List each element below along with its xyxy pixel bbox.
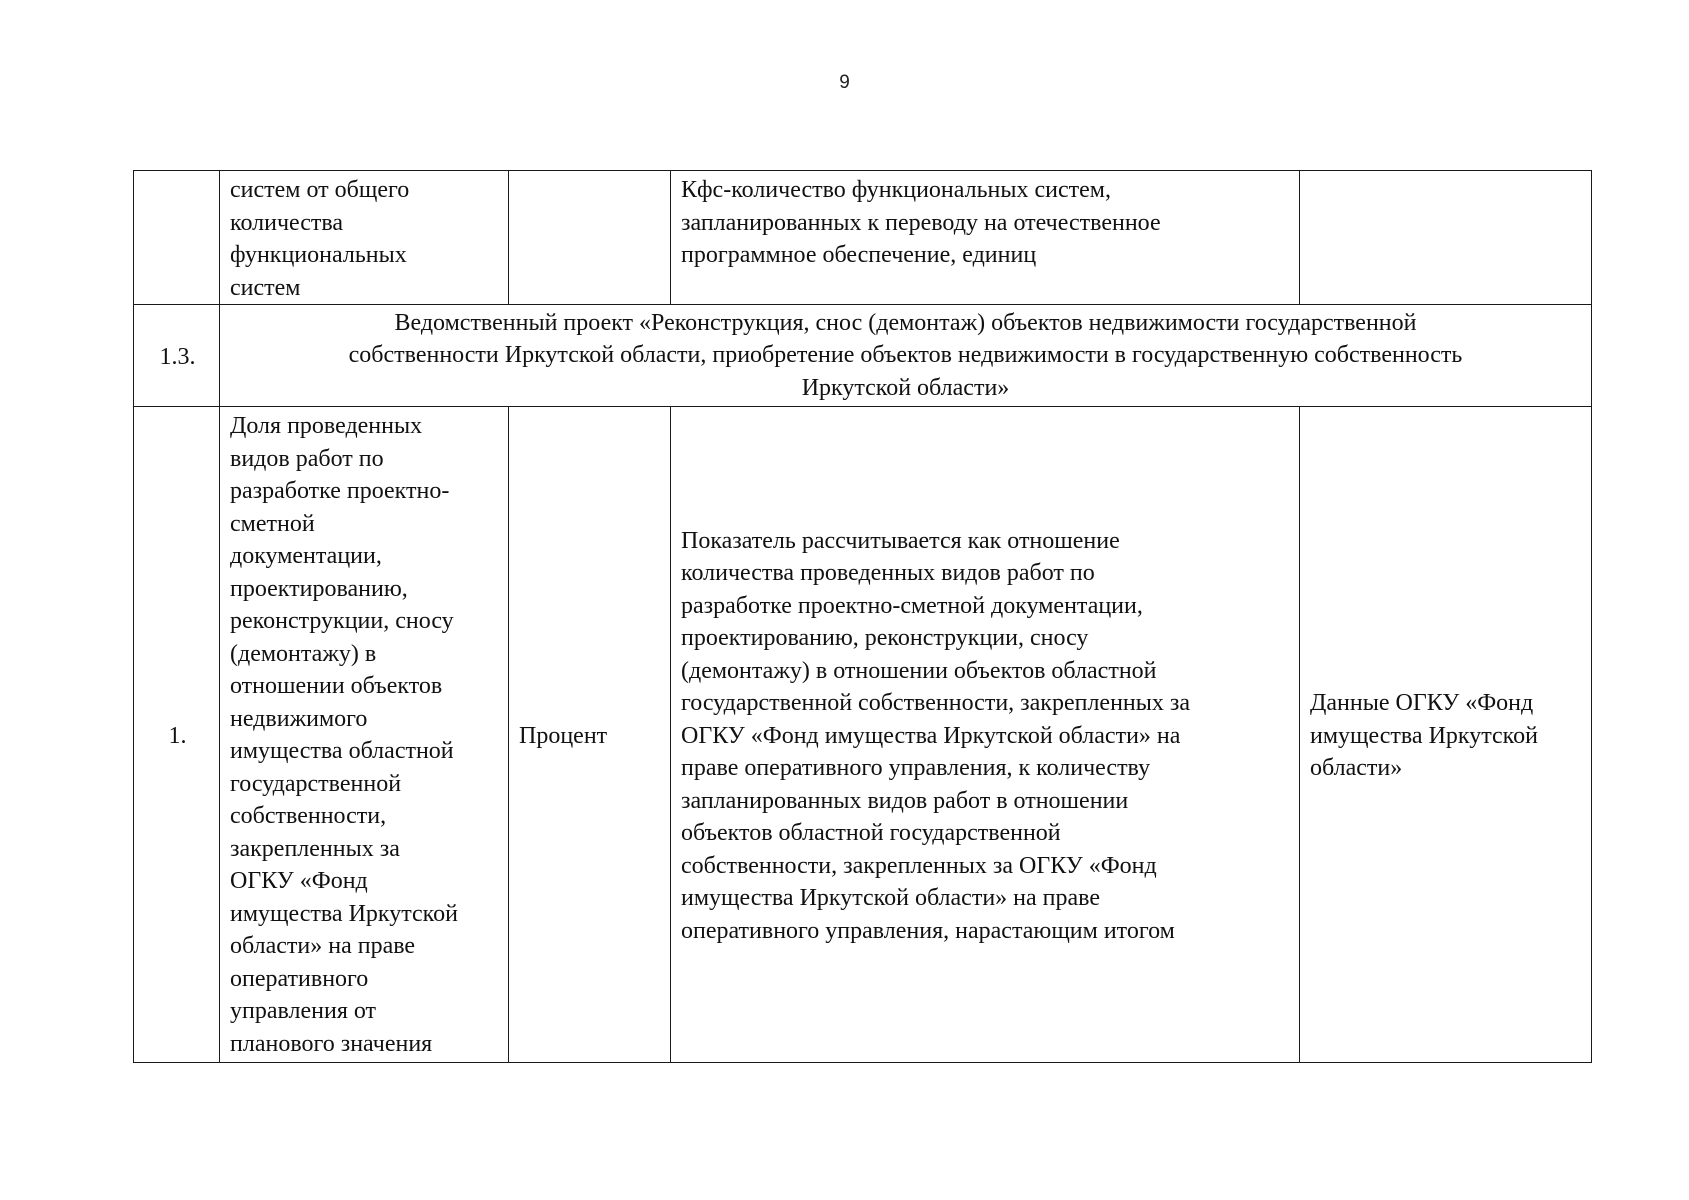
indicators-table bbox=[133, 170, 1592, 1063]
section-title-line: Иркутской области» bbox=[801, 374, 1010, 401]
cell-number bbox=[134, 171, 220, 305]
description-line: разработке проектно-сметной документации, bbox=[681, 592, 1143, 619]
cell-unit: Процент bbox=[509, 407, 671, 1063]
section-title-line: Ведомственный проект «Реконструкция, снос (демонтаж) объектов недвижимости государственной bbox=[394, 309, 1417, 336]
name-line: систем bbox=[230, 274, 301, 301]
table-row-indicator bbox=[134, 407, 1592, 1063]
name-line: сметной bbox=[230, 510, 315, 537]
name-line: имущества Иркутской bbox=[230, 900, 458, 927]
section-number: 1.3. bbox=[134, 305, 220, 407]
description-line: (демонтажу) в отношении объектов областной bbox=[681, 657, 1157, 684]
section-title-line: собственности Иркутской области, приобретение объектов недвижимости в государственную собственность bbox=[348, 342, 1463, 369]
table-row-continued bbox=[134, 171, 1592, 305]
name-line: документации, bbox=[230, 543, 382, 569]
cell-formula bbox=[671, 171, 1300, 305]
name-line: планового значения bbox=[230, 1030, 433, 1057]
name-line: собственности, bbox=[230, 803, 387, 829]
name-line: систем от общего bbox=[230, 177, 410, 203]
description-line: запланированных видов работ в отношении bbox=[681, 787, 1129, 814]
name-line: отношении объектов bbox=[230, 673, 443, 699]
name-line: оперативного bbox=[230, 965, 369, 992]
name-line: имущества областной bbox=[230, 738, 454, 764]
name-line: управления от bbox=[230, 998, 377, 1024]
cell-source bbox=[1300, 407, 1592, 1063]
description-line: Показатель рассчитывается как отношение bbox=[681, 527, 1120, 554]
cell-number: 1. bbox=[134, 407, 220, 1063]
name-line: недвижимого bbox=[230, 705, 368, 732]
source-line: имущества Иркутской bbox=[1310, 722, 1538, 749]
name-line: государственной bbox=[230, 770, 402, 797]
formula-line: запланированных к переводу на отечественное bbox=[681, 209, 1161, 236]
page-number: 9 bbox=[839, 72, 850, 93]
formula-line: программное обеспечение, единиц bbox=[681, 242, 1037, 268]
name-line: функциональных bbox=[230, 242, 407, 268]
description-line: собственности, закрепленных за ОГКУ «Фонд bbox=[681, 852, 1157, 879]
description-line: государственной собственности, закрепленных за bbox=[681, 690, 1191, 717]
name-line: Доля проведенных bbox=[230, 413, 423, 439]
name-line: реконструкции, сносу bbox=[230, 608, 454, 634]
description-line: проектированию, реконструкции, сносу bbox=[681, 625, 1089, 652]
source-line: Данные ОГКУ «Фонд bbox=[1310, 690, 1534, 717]
section-title bbox=[220, 305, 1592, 407]
section-row bbox=[134, 305, 1592, 407]
description-line: ОГКУ «Фонд имущества Иркутской области» на bbox=[681, 722, 1181, 749]
cell-description bbox=[671, 407, 1300, 1063]
cell-indicator-name bbox=[220, 407, 509, 1063]
cell-source bbox=[1300, 171, 1592, 305]
name-line: разработке проектно- bbox=[230, 478, 450, 504]
name-line: ОГКУ «Фонд bbox=[230, 868, 368, 894]
description-line: имущества Иркутской области» на праве bbox=[681, 885, 1101, 912]
cell-indicator-name bbox=[220, 171, 509, 305]
name-line: количества bbox=[230, 209, 344, 236]
description-line: оперативного управления, нарастающим итогом bbox=[681, 917, 1175, 944]
formula-line: Кфс-количество функциональных систем, bbox=[681, 177, 1111, 203]
name-line: закрепленных за bbox=[230, 835, 400, 862]
name-line: видов работ по bbox=[230, 445, 384, 472]
name-line: области» на праве bbox=[230, 933, 416, 959]
description-line: праве оперативного управления, к количеству bbox=[681, 755, 1151, 782]
name-line: (демонтажу) в bbox=[230, 640, 377, 667]
cell-unit bbox=[509, 171, 671, 305]
description-line: объектов областной государственной bbox=[681, 820, 1061, 847]
description-line: количества проведенных видов работ по bbox=[681, 560, 1095, 587]
source-line: области» bbox=[1310, 755, 1403, 782]
name-line: проектированию, bbox=[230, 575, 408, 602]
